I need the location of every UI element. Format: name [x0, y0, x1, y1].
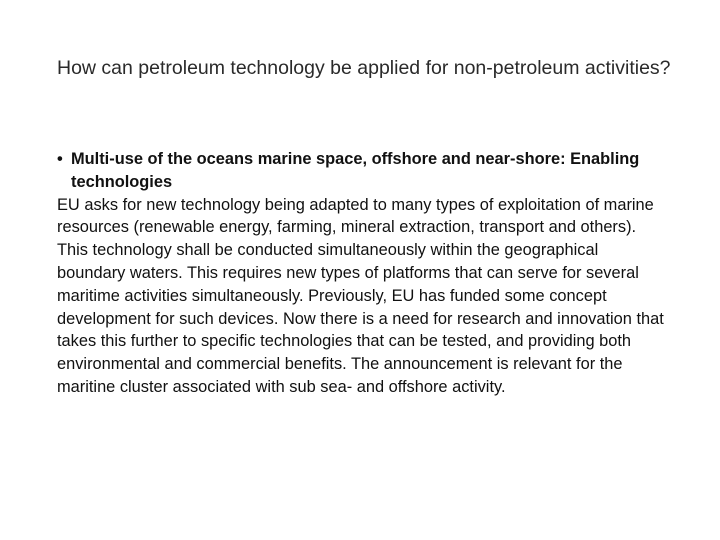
bullet-item: [57, 148, 667, 194]
slide-body: [57, 148, 667, 399]
body-paragraph: EU asks for new technology being adapted to many types of exploitation of marine resources (renewable energy, farming, mineral extraction, transport and others). This technology shall be conducted simultaneously within the geographical boundary waters. This requires new types of platforms that can serve for several maritime activities simultaneously. Previously, EU has funded some concept development for such devices. Now there is a need for research and innovation that takes this further to specific technologies that can be tested, and providing both environmental and commercial benefits. The announcement is relevant for the maritine cluster associated with sub sea- and offshore activity.: [57, 195, 664, 396]
bullet-text: Multi-use of the oceans marine space, offshore and near-shore: Enabling technologies: [71, 150, 640, 191]
bullet-icon: •: [57, 150, 63, 168]
slide-title: How can petroleum technology be applied for non-petroleum activities?: [57, 57, 671, 79]
